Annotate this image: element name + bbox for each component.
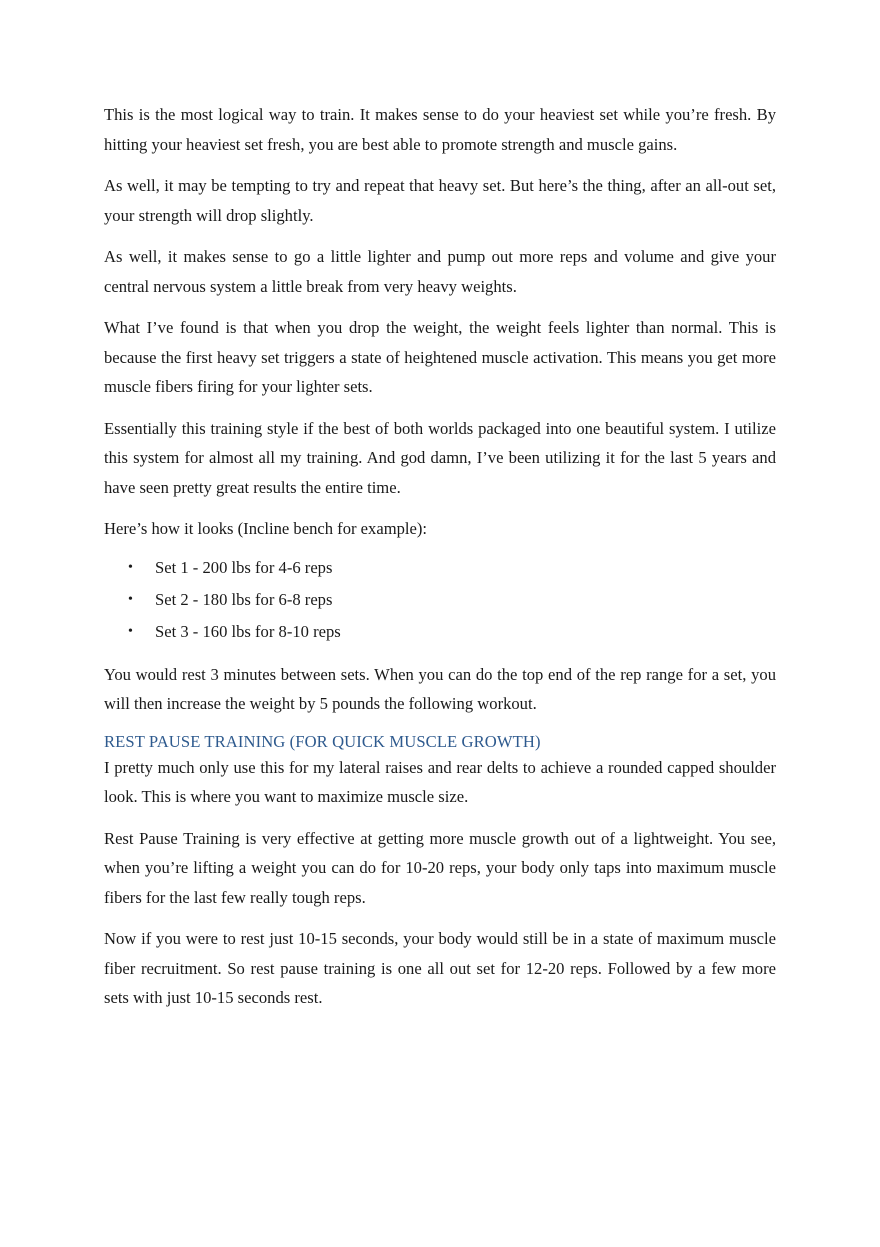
- list-item: [104, 616, 776, 648]
- set-1-text: Set 1 - 200 lbs for 4-6 reps: [155, 557, 333, 577]
- list-item: [104, 552, 776, 584]
- paragraph-repeat-heavy-set: As well, it may be tempting to try and repeat that heavy set. But here’s the thing, after an all-out set, your strength will drop slightly.: [104, 176, 776, 225]
- bullet-icon: •: [128, 623, 133, 639]
- section-heading: REST PAUSE TRAINING (FOR QUICK MUSCLE GROWTH): [104, 731, 541, 751]
- paragraph-how-it-looks: Here’s how it looks (Incline bench for example):: [104, 519, 428, 538]
- paragraph-go-lighter: As well, it makes sense to go a little lighter and pump out more reps and volume and give your central nervous system a little break from very heavy weights.: [104, 247, 776, 296]
- paragraph-lateral-raises: I pretty much only use this for my lateral raises and rear delts to achieve a rounded capped shoulder look. This is where you want to maximize muscle size.: [104, 757, 776, 806]
- paragraph-rest-pause-effective: Rest Pause Training is very effective at getting more muscle growth out of a lightweight. You see, when you’re lifting a weight you can do for 10-20 reps, your body only taps into maximum muscle fibers for the last few really tough reps.: [104, 828, 776, 907]
- sets-list: [104, 552, 776, 648]
- set-3-text: Set 3 - 160 lbs for 8-10 reps: [155, 621, 341, 641]
- set-2-text: Set 2 - 180 lbs for 6-8 reps: [155, 589, 333, 609]
- paragraph-logical-way: This is the most logical way to train. It makes sense to do your heaviest set while you’re fresh. By hitting your heaviest set fresh, you are best able to promote strength and muscle gains.: [104, 105, 776, 154]
- bullet-icon: •: [128, 591, 133, 607]
- paragraph-rest-10-15-seconds: Now if you were to rest just 10-15 seconds, your body would still be in a state of maximum muscle fiber recruitment. So rest pause training is one all out set for 12-20 reps. Followed by a few more sets with just 10-15 seconds rest.: [104, 929, 776, 1007]
- paragraph-drop-weight: What I’ve found is that when you drop the weight, the weight feels lighter than normal. This is because the first heavy set triggers a state of heightened muscle activation. This means you get more muscle fibers firing for your lighter sets.: [104, 318, 776, 396]
- paragraph-rest-between-sets: You would rest 3 minutes between sets. When you can do the top end of the rep range for a set, you will then increase the weight by 5 pounds the following workout.: [104, 664, 776, 713]
- page-body: [104, 100, 776, 1025]
- list-item: [104, 584, 776, 616]
- paragraph-training-style: Essentially this training style if the best of both worlds packaged into one beautiful system. I utilize this system for almost all my training. And god damn, I’ve been utilizing it for the last 5 years and have seen pretty great results the entire time.: [104, 418, 776, 497]
- bullet-icon: •: [128, 559, 133, 575]
